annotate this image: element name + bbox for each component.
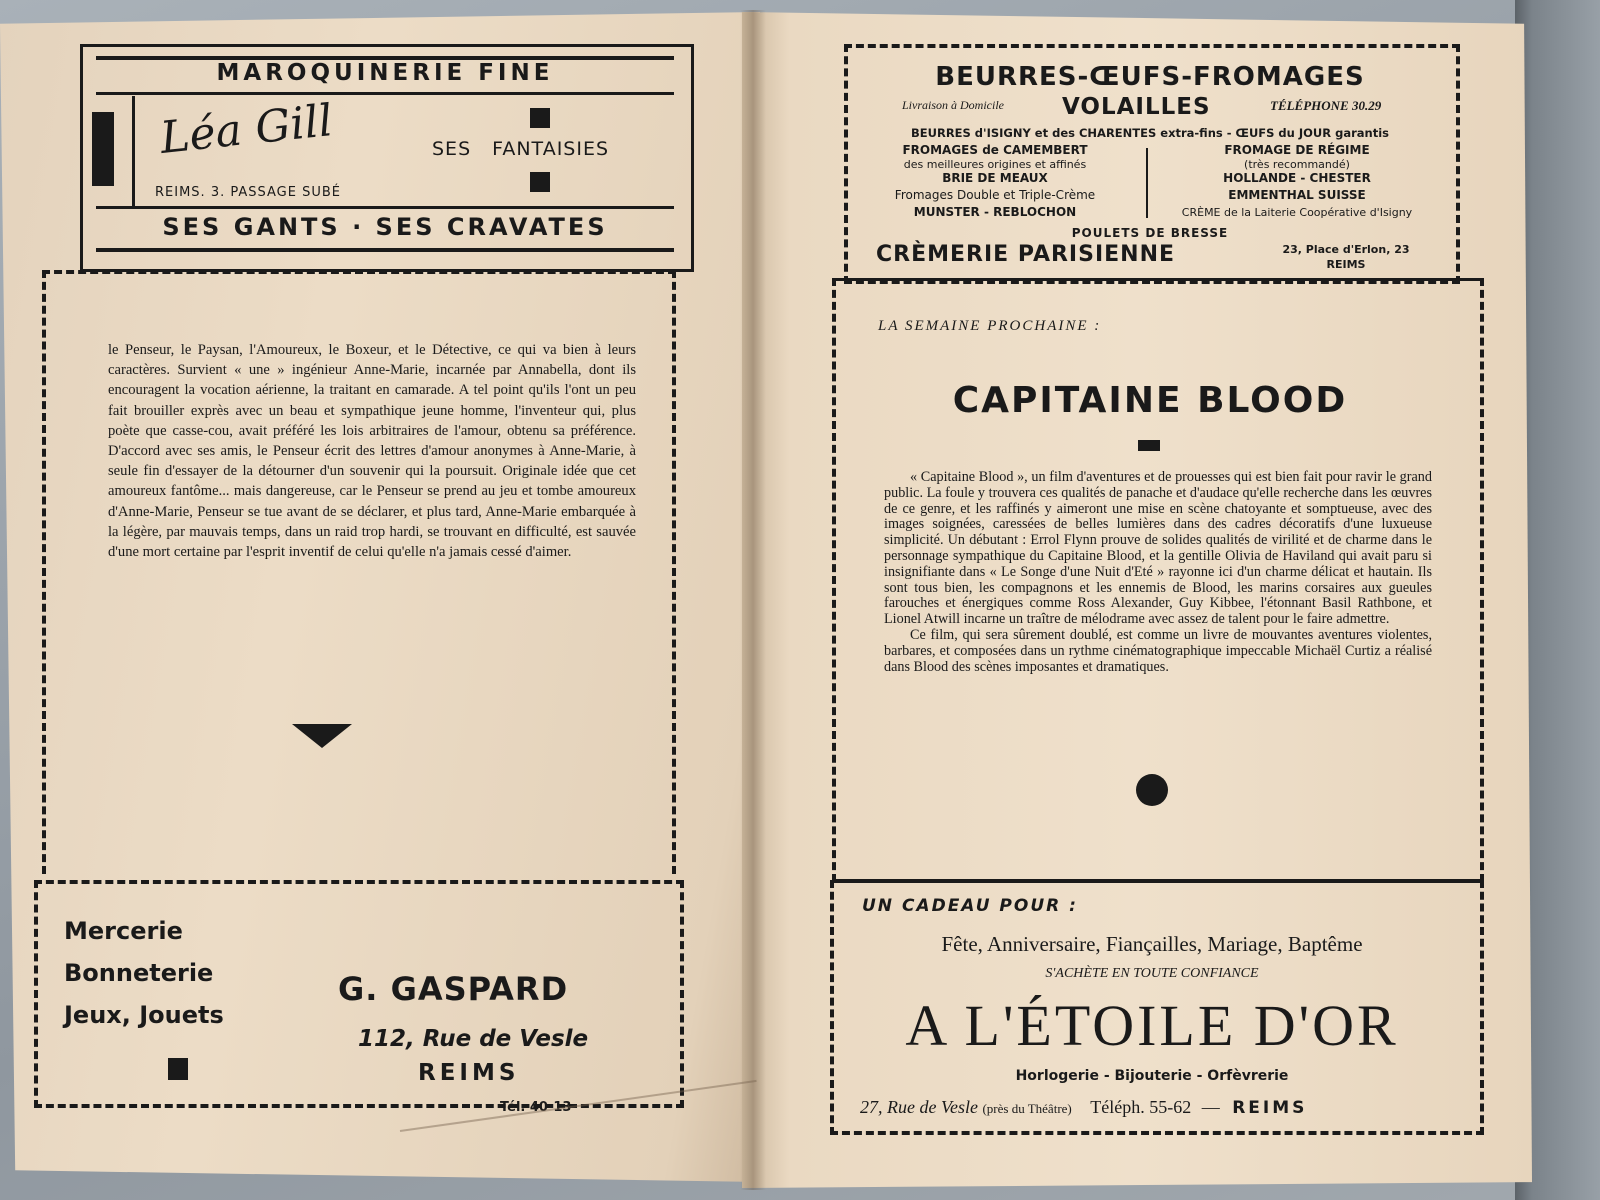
film-title: CAPITAINE BLOOD [952,380,1348,421]
cheese-line: HOLLANDE - CHESTER [1223,171,1371,185]
gaspard-city: REIMS [418,1060,520,1086]
etoile-dash: — [1201,1097,1220,1117]
cheese-line: EMMENTHAL SUISSE [1228,188,1366,202]
maroquinerie-address: REIMS. 3. PASSAGE SUBÉ [155,185,341,200]
delivery-text: Livraison à Domicile [902,98,1004,112]
cremerie-shop: CRÈMERIE PARISIENNE [876,242,1176,267]
etoile-dor-name: A L'ÉTOILE D'OR [905,993,1399,1058]
occasions-text: Fête, Anniversaire, Fiançailles, Mariage, Baptême [941,932,1363,956]
page-spine [740,10,766,1190]
square-ornament [530,108,550,128]
cremerie-right-col [1152,142,1442,221]
article-paragraph: le Penseur, le Paysan, l'Amoureux, le Boxeur, et le Détective, ce qui va bien à leurs caractères. Survient « une » ingénieur Anne-Marie, incarnée par Annabella, dont ils encouragent la vocation aérienne, la traitant en camarade. A tel point qu'ils l'ont un peu fait brouiller exprès avec un beau et sympathique jeune homme, l'inventeur qui, plus poète que casse-cou, avait préféré les lois arbitraires de l'amour, obtenu sa préférence. D'accord avec ses amis, le Penseur écrit des lettres d'amour anonymes à Anne-Marie, à seule fin d'essayer de la détourner d'un souvenir qui la poursuit. Originale idée que cet amoureux fantôme... mais dangereuse, car le Penseur se prend au jeu et tombe amoureux d'Anne-Marie, Penseur se tue avant de se déclarer, et plus tard, Anne-Marie embarquée à la légère, par mauvais temps, dans un raid trop hardi, se trouvant en difficulté, est sauvée d'une mort certaine par l'esprit inventif de celui qu'elle n'a jamais cessé d'aimer. [108,342,636,561]
cheese-line: Fromages Double et Triple-Crème [894,188,1096,202]
cremerie-phone: TÉLÉPHONE 30.29 [1270,98,1382,113]
cheese-line: CRÈME de la Laiterie Coopérative d'Isigny [1181,206,1413,219]
gaspard-street: 112, Rue de Vesle [358,1026,589,1052]
cremerie-divider [1146,148,1148,218]
lea-gill-signature: Léa Gill [157,95,336,164]
cadeau-heading: UN CADEAU POUR : [862,896,1078,916]
gaspard-items [64,910,224,1036]
cheese-line: FROMAGE DE RÉGIME [1224,143,1370,157]
gaspard-item: Jeux, Jouets [64,1001,224,1029]
cheese-line: BRIE DE MEAUX [942,171,1048,185]
etoile-address: 27, Rue de Vesle [860,1097,978,1117]
etoile-city: REIMS [1232,1098,1308,1118]
review-paragraph: « Capitaine Blood », un film d'aventures et de prouesses qui est bien fait pour ravir le grand public. La foule y trouvera ces qualités de panache et d'audace qu'elle recherche dans les œuvres de ce genre, et les raffinés y aimeront une mise en scène chatoyante et somptueuse, avec des images soignées, caressées de belles lumières dans des cadres décoratifs d'une luxueuse simplicité. Un débutant : Errol Flynn prouve de solides qualités de virilité et de charme dans le personnage sympathique du Capitaine Blood, et la gentille Olivia de Haviland qui avait paru si insignifiante dans « Le Songe d'une Nuit d'Eté » rayonne ici d'un charme délicat et hautain. Ils sont tous bien, les compagnons et les ennemis de Blood, les marins corsaires aux gueules farouches et énergiques comme Ross Alexander, Guy Kibbee, l'étonnant Basil Rathbone, et Lionel Atwill incarne un traître de mélodrame avec assez de talent pour le faire admettre. [884,469,1432,628]
article-body [108,340,636,562]
gaspard-item: Bonneterie [64,959,214,987]
dot-ornament [1136,774,1168,806]
confidence-text: S'ACHÈTE EN TOUTE CONFIANCE [1045,966,1259,981]
square-ornament [530,172,550,192]
square-ornament [168,1058,188,1080]
cremerie-address [1246,242,1446,272]
review-paragraph: Ce film, qui sera sûrement doublé, est comme un livre de mouvantes aventures violentes, barbares, et composées dans un rythme cinématographique impeccable Michaël Curtiz a réalisé dans Blood des scènes imposantes et dramatiques. [884,626,1432,675]
etoile-near: (près du Théâtre) [982,1101,1072,1116]
cheese-line: des meilleures origines et affinés [903,158,1087,171]
next-week-label: LA SEMAINE PROCHAINE : [878,318,1102,334]
fantaisies-text: SES FANTAISIES [432,138,610,160]
cremerie-line1: BEURRES d'ISIGNY et des CHARENTES extra-fins - ŒUFS du JOUR garantis [911,126,1389,140]
maroquinerie-title: MAROQUINERIE FINE [216,60,554,86]
gaspard-item: Mercerie [64,917,183,945]
cremerie-left-col [860,142,1130,221]
gaspard-phone: Tél. 40-13 [500,1100,572,1115]
gaspard-name: G. GASPARD [338,970,569,1008]
dash-ornament [1138,440,1160,451]
film-review [884,470,1432,675]
cheese-line: FROMAGES de CAMEMBERT [902,143,1088,157]
etoile-address-line [860,1097,1450,1118]
ad-rule-bottom [96,248,674,252]
ad-divider [132,96,135,206]
poulets-text: POULETS DE BRESSE [1071,226,1229,240]
cremerie-title: BEURRES-ŒUFS-FROMAGES [935,62,1365,92]
black-bar [92,112,114,186]
gants-cravates: SES GANTS · SES CRAVATES [162,213,608,241]
ad-rule-low [96,206,674,209]
address-line: 23, Place d'Erlon, 23 [1282,243,1410,256]
cheese-line: MUNSTER - REBLOCHON [913,205,1077,219]
etoile-phone: Téléph. 55-62 [1090,1097,1192,1117]
ad-rule-mid [96,92,674,95]
cheese-line: (très recommandé) [1244,158,1350,171]
volailles-text: VOLAILLES [1062,94,1211,120]
etoile-trades: Horlogerie - Bijouterie - Orfèvrerie [1015,1068,1289,1084]
city-line: REIMS [1326,258,1366,271]
triangle-ornament [292,724,352,748]
